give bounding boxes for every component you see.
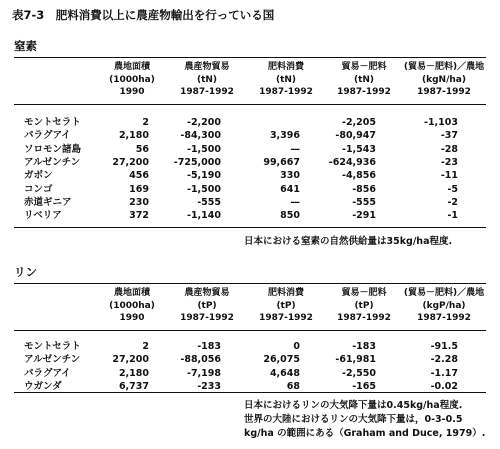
column-header-line: (tN) (196, 74, 218, 85)
table-top-rule (14, 283, 486, 284)
country-name: ガボン (24, 170, 53, 182)
column-header-line: 1987-1992 (180, 313, 234, 323)
cell-diff: -80,947 (335, 130, 376, 142)
table-row (0, 367, 500, 380)
cell-per-area: -5 (447, 183, 458, 195)
column-header-line: 貿易－肥料 (341, 288, 387, 298)
column-header-line: 1987-1992 (180, 87, 234, 97)
table-row (0, 129, 500, 142)
header-bottom-rule (14, 330, 486, 331)
column-header-line: 1987-1992 (417, 87, 471, 97)
table-row (0, 156, 500, 169)
cell-trade: -725,000 (173, 156, 221, 168)
table-row (0, 183, 500, 196)
cell-diff: -2,550 (342, 367, 376, 379)
column-header-line: 1990 (119, 87, 145, 97)
cell-diff: -555 (352, 196, 376, 208)
table-top-rule (14, 57, 486, 58)
column-header-line: 1987-1992 (417, 313, 471, 323)
cell-trade: -5,190 (187, 170, 221, 182)
cell-diff: -1,543 (342, 143, 376, 155)
column-header-line: 肥料消費 (267, 288, 304, 298)
cell-area: 372 (129, 210, 149, 222)
cell-area: 2,180 (118, 367, 149, 379)
column-header-line: 1990 (119, 313, 145, 323)
column-header-line: (kgN/ha) (422, 74, 466, 85)
cell-area: 2 (142, 117, 149, 128)
cell-area: 27,200 (112, 156, 149, 168)
country-name: リベリア (24, 210, 62, 222)
cell-per-area: -2 (447, 196, 458, 208)
footnote: 日本におけるリンの大気降下量は0.45kg/ha程度. (244, 400, 463, 411)
column-header-line: (tN) (353, 74, 375, 85)
column-header-line: (tP) (276, 300, 296, 311)
country-name: アルゼンチン (24, 156, 81, 168)
cell-trade: -88,056 (180, 354, 221, 366)
cell-trade: -183 (197, 341, 221, 352)
cell-fert: 68 (286, 380, 300, 392)
header-bottom-rule (14, 104, 486, 105)
column-header-line: 農産物貿易 (184, 62, 230, 72)
cell-diff: -624,936 (328, 156, 376, 168)
cell-per-area: -37 (440, 130, 458, 142)
table-row (0, 196, 500, 209)
cell-per-area: -0.02 (430, 380, 458, 392)
cell-area: 27,200 (112, 354, 149, 366)
cell-trade: -555 (197, 196, 221, 208)
table-row (0, 143, 500, 156)
cell-diff: -165 (352, 380, 376, 392)
country-name: ソロモン諸島 (24, 143, 82, 155)
cell-per-area: -1.17 (430, 367, 458, 379)
table-title: 表7-3 肥料消費以上に農産物輸出を行っている国 (12, 8, 275, 22)
country-name: アルゼンチン (24, 354, 81, 366)
column-header-line: 1987-1992 (259, 313, 313, 323)
cell-fert: — (290, 196, 300, 208)
cell-trade: -84,300 (180, 130, 221, 142)
section-heading-phosphorus: リン (14, 265, 37, 279)
column-header-line: 農産物貿易 (184, 288, 230, 298)
cell-per-area: -28 (440, 143, 458, 155)
section-heading-nitrogen: 窒素 (14, 39, 37, 53)
cell-per-area: -1,103 (424, 117, 458, 128)
cell-diff: -183 (352, 341, 376, 352)
cell-area: 230 (129, 196, 149, 208)
footnote: kg/ha の範囲にある（Graham and Duce, 1979）. (244, 428, 486, 439)
cell-area: 169 (129, 183, 149, 195)
country-name: モントセラト (24, 117, 81, 128)
table-row (0, 353, 500, 366)
column-header (389, 61, 499, 99)
column-header-line: 貿易－肥料 (341, 62, 387, 72)
column-header-line: (1000ha) (109, 74, 155, 85)
cell-trade: -233 (197, 380, 221, 392)
cell-fert: 3,396 (269, 130, 300, 142)
table-row (0, 169, 500, 182)
column-header-line: 肥料消費 (267, 62, 304, 72)
cell-fert: 330 (280, 170, 300, 182)
cell-trade: -1,140 (187, 210, 221, 222)
cell-fert: 0 (293, 341, 300, 352)
column-header-line: 1987-1992 (337, 87, 391, 97)
column-header (389, 287, 499, 325)
cell-fert: 99,667 (263, 156, 300, 168)
cell-trade: -7,198 (187, 367, 221, 379)
footnote: 世界の大陸におけるリンの大気降下量は，0-3-0.5 (244, 414, 463, 425)
footnote: 日本における窒素の自然供給量は35kg/ha程度. (244, 236, 453, 247)
table-bottom-rule (14, 227, 486, 228)
cell-diff: -856 (352, 183, 376, 195)
column-header-line: (貿易－肥料)／農地 (403, 62, 485, 72)
cell-fert: — (290, 143, 300, 155)
column-header-line: (tP) (354, 300, 374, 311)
cell-fert: 850 (280, 210, 300, 222)
country-name: パラグアイ (24, 130, 71, 142)
column-header-line: 農地面積 (113, 62, 150, 72)
cell-fert: 641 (280, 183, 300, 195)
cell-fert: 26,075 (263, 354, 300, 366)
cell-area: 6,737 (118, 380, 149, 392)
column-header-line: 1987-1992 (337, 313, 391, 323)
cell-area: 2,180 (118, 130, 149, 142)
cell-per-area: -91.5 (430, 341, 458, 352)
column-header-line: 農地面積 (113, 288, 150, 298)
cell-area: 56 (135, 143, 149, 155)
table-row (0, 116, 500, 129)
country-name: コンゴ (24, 183, 53, 195)
cell-per-area: -11 (440, 170, 458, 182)
column-header-line: (1000ha) (109, 300, 155, 311)
country-name: 赤道ギニア (24, 196, 72, 208)
cell-diff: -291 (352, 210, 376, 222)
cell-per-area: -23 (440, 156, 458, 168)
cell-per-area: -2.28 (430, 354, 458, 366)
cell-trade: -2,200 (187, 117, 221, 128)
table-row (0, 209, 500, 222)
cell-per-area: -1 (447, 210, 458, 222)
cell-area: 456 (129, 170, 149, 182)
cell-trade: -1,500 (187, 143, 221, 155)
cell-diff: -2,205 (342, 117, 376, 128)
country-name: ウガンダ (24, 380, 62, 392)
cell-trade: -1,500 (187, 183, 221, 195)
table-bottom-rule (14, 392, 486, 393)
table-row (0, 380, 500, 393)
country-name: パラグアイ (24, 367, 71, 379)
column-header-line: 1987-1992 (259, 87, 313, 97)
cell-area: 2 (142, 341, 149, 352)
cell-diff: -61,981 (335, 354, 376, 366)
column-header-line: (tP) (197, 300, 217, 311)
column-header-line: (貿易－肥料)／農地 (403, 288, 485, 298)
cell-fert: 4,648 (269, 367, 300, 379)
cell-diff: -4,856 (342, 170, 376, 182)
column-header-line: (kgP/ha) (422, 300, 466, 311)
column-header-line: (tN) (275, 74, 297, 85)
country-name: モントセラト (24, 341, 81, 352)
table-row (0, 340, 500, 353)
